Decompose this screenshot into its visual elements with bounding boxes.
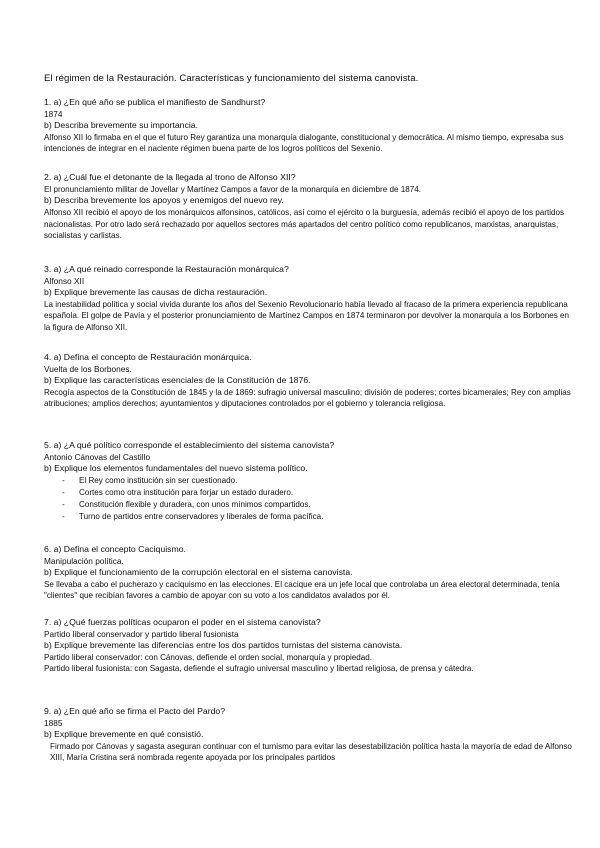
question-1a: 1. a) ¿En qué año se publica el manifiesto de Sandhurst? <box>44 97 266 107</box>
question-9a: 9. a) ¿En qué año se firma el Pacto del Pardo? <box>44 706 226 716</box>
list-item: - Cortes como otra institución para forjar un estado duradero. <box>44 487 572 499</box>
question-4b: b) Explique las características esenciales de la Constitución de 1876. <box>44 375 311 386</box>
question-1b: b) Describa brevemente su importancia. <box>44 120 199 131</box>
answer-7b-conservador: Partido liberal conservador: con Cánovas, defiende el orden social, monarquía y propiedad. <box>44 652 372 662</box>
answer-1b: Alfonso XII lo firmaba en el que el futuro Rey garantiza una monarquía dialogante, constitucional y democrática. Al mismo tiempo, expresaba sus intenciones de integrar en el naciente régimen buena parte de los logros políticos del Sexenio. <box>44 132 564 154</box>
answer-2b: Alfonso XII recibió el apoyo de los monárquicos alfonsinos, católicos, así como el ejército o la burguesía, además recibió el apoyo de los partidos nacionalistas. Por otro lado será rechazado por aquellos sectores más apartados del centro político como republicanos, marxistas, anarquistas, socialistas y carlistas. <box>44 207 565 241</box>
question-block-3 <box>44 264 572 334</box>
answer-6b: Se llevaba a cabo el pucherazo y caciquismo en las elecciones. El cacique era un jefe local que controlaba un área electoral determinada, tenía "clientes" que recibían favores a cambio de apoyar con su voto a los candidatos avalados por él. <box>44 579 560 601</box>
answer-5a: Antonio Cánovas del Castillo <box>44 451 151 462</box>
question-block-2 <box>44 172 572 242</box>
question-block-7 <box>44 617 572 675</box>
answer-6a: Manipulación política. <box>44 555 124 566</box>
question-7a: 7. a) ¿Qué fuerzas políticas ocuparon el poder en el sistema canovista? <box>44 617 321 627</box>
answer-9b: Firmado por Cánovas y sagasta aseguran continuar con el turnismo para evitar las desestabilización política hasta la mayoría de edad de Alfonso XIII, María Cristina será nombrada regente apoyada por los principales partidos <box>50 741 572 763</box>
question-4a: 4. a) Defina el concepto de Restauración monárquica. <box>44 352 252 362</box>
list-item: - Constitución flexible y duradera, con unos mínimos compartidos. <box>44 499 572 511</box>
answer-5b-list <box>44 475 572 524</box>
question-block-6 <box>44 544 572 602</box>
question-7b: b) Explique brevemente las diferencias entre los dos partidos turnistas del sistema canovista. <box>44 640 403 651</box>
answer-3b: La inestabilidad política y social vivida durante los años del Sexenio Revolucionario había llevado al fracaso de la primera experiencia republicana española. El golpe de Pavía y el posterior pronunciamiento de Martínez Campos en 1874 terminaron por devolver la monarquía a los Borbones en la figura de Alfonso XII. <box>44 299 570 333</box>
question-6a: 6. a) Defina el concepto Caciquismo. <box>44 544 186 554</box>
answer-3a: Alfonso XII <box>44 275 85 286</box>
list-item: - El Rey como institución sin ser cuestionado. <box>44 475 572 487</box>
answer-2a: El pronunciamiento militar de Jovellar y Martínez Campos a favor de la monarquía en diciembre de 1874. <box>44 184 421 194</box>
question-2a: 2. a) ¿Cuál fue el detonante de la llegada al trono de Alfonso XII? <box>44 172 296 182</box>
question-9b: b) Explique brevemente en qué consistió. <box>44 729 204 740</box>
question-3b: b) Explique brevemente las causas de dicha restauración. <box>44 287 268 298</box>
answer-4a: Vuelta de los Borbones. <box>44 363 132 374</box>
answer-4b: Recogía aspectos de la Constitución de 1845 y la de 1869: sufragio universal masculino; división de poderes; cortes bicamerales; Rey con amplias atribuciones; amplios derechos; ayuntamientos y diputaciones controlados por el gobierno y tolerancia religiosa. <box>44 387 571 409</box>
answer-1a: 1874 <box>44 108 63 119</box>
list-item: - Turno de partidos entre conservadores y liberales de forma pacífica. <box>44 511 572 523</box>
question-6b: b) Explique el funcionamiento de la corrupción electoral en el sistema canovista. <box>44 567 353 578</box>
question-block-5 <box>44 440 572 524</box>
question-3a: 3. a) ¿A qué reinado corresponde la Restauración monárquica? <box>44 264 289 274</box>
question-5b: b) Explique los elementos fundamentales del nuevo sistema político. <box>44 463 308 474</box>
question-block-9 <box>44 706 572 764</box>
question-block-1 <box>44 97 572 155</box>
answer-7b-fusionista: Partido liberal fusionista: con Sagasta, defiende el sufragio universal masculino y libertad religiosa, de prensa y cátedra. <box>44 664 474 674</box>
answer-7a: Partido liberal conservador y partido liberal fusionista <box>44 628 239 639</box>
question-5a: 5. a) ¿A qué político corresponde el establecimiento del sistema canovista? <box>44 440 335 450</box>
document-title: El régimen de la Restauración. Características y funcionamiento del sistema canovista. <box>44 73 419 84</box>
answer-9a: 1885 <box>44 717 63 728</box>
question-2b: b) Describa brevemente los apoyos y enemigos del nuevo rey. <box>44 195 284 206</box>
question-block-4 <box>44 352 572 410</box>
